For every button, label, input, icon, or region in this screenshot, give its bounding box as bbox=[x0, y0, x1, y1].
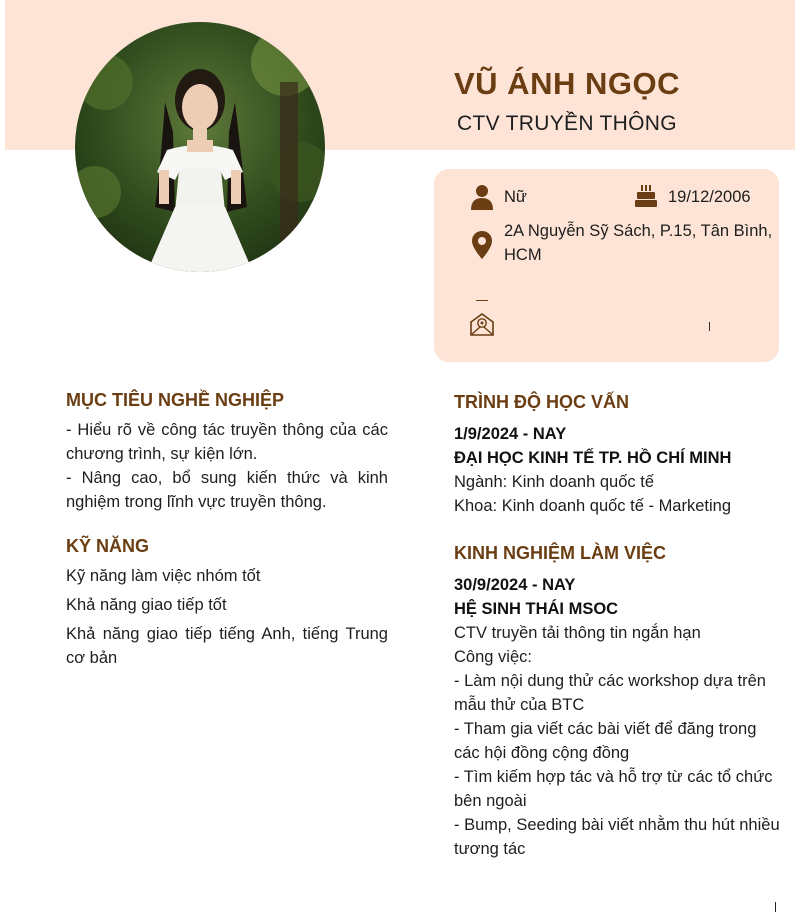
experience-title: KINH NGHIỆM LÀM VIỆC bbox=[454, 543, 667, 563]
location-pin-icon bbox=[472, 231, 492, 264]
gender-value: Nữ bbox=[504, 188, 527, 206]
skill-item: Khả năng giao tiếp tốt bbox=[66, 596, 227, 614]
birthday-value: 19/12/2006 bbox=[668, 188, 751, 206]
address-line-1: 2A Nguyễn Sỹ Sách, P.15, Tân Bình, bbox=[504, 222, 773, 240]
experience-duty: - Tham gia viết các bài viết để đăng trong các hội đồng cộng đồng bbox=[454, 720, 757, 762]
skill-item: Kỹ năng làm việc nhóm tốt bbox=[66, 567, 261, 585]
skill-item: Khả năng giao tiếp tiếng Anh, tiếng Trung cơ bản bbox=[66, 625, 388, 667]
experience-period: 30/9/2024 - NAY bbox=[454, 576, 576, 594]
email-envelope-icon bbox=[469, 311, 495, 342]
experience-duty: - Tìm kiếm hợp tác và hỗ trợ từ các tổ chức bên ngoài bbox=[454, 768, 773, 810]
cake-icon bbox=[634, 184, 658, 213]
experience-duties-label: Công việc: bbox=[454, 648, 532, 666]
experience-duty: - Làm nội dung thử các workshop dựa trên mẫu thử của BTC bbox=[454, 672, 766, 714]
education-period: 1/9/2024 - NAY bbox=[454, 425, 567, 443]
objective-item: - Hiểu rõ về công tác truyền thông của các chương trình, sự kiện lớn. bbox=[66, 421, 388, 463]
education-major: Ngành: Kinh doanh quốc tế bbox=[454, 473, 654, 491]
job-title: CTV TRUYỀN THÔNG bbox=[457, 112, 677, 135]
contact-card bbox=[434, 169, 779, 362]
experience-company: HỆ SINH THÁI MSOC bbox=[454, 600, 619, 618]
education-title: TRÌNH ĐỘ HỌC VẤN bbox=[454, 392, 629, 412]
objective-item: - Nâng cao, bổ sung kiến thức và kinh nghiệm trong lĩnh vực truyền thông. bbox=[66, 469, 388, 511]
experience-role: CTV truyền tải thông tin ngắn hạn bbox=[454, 624, 701, 642]
education-faculty: Khoa: Kinh doanh quốc tế - Marketing bbox=[454, 497, 732, 515]
objective-title: MỤC TIÊU NGHỀ NGHIỆP bbox=[66, 390, 285, 410]
email-tick-mark bbox=[709, 322, 710, 331]
phone-line-mark bbox=[476, 300, 488, 301]
education-school: ĐẠI HỌC KINH TẾ TP. HỒ CHÍ MINH bbox=[454, 449, 732, 467]
experience-duty: - Bump, Seeding bài viết nhằm thu hút nhiều tương tác bbox=[454, 816, 780, 858]
profile-photo bbox=[75, 22, 325, 272]
person-icon bbox=[470, 184, 494, 215]
address-line-2: HCM bbox=[504, 246, 542, 264]
page-corner-mark bbox=[775, 902, 776, 912]
candidate-name: VŨ ÁNH NGỌC bbox=[454, 66, 680, 101]
skills-title: KỸ NĂNG bbox=[66, 536, 150, 556]
